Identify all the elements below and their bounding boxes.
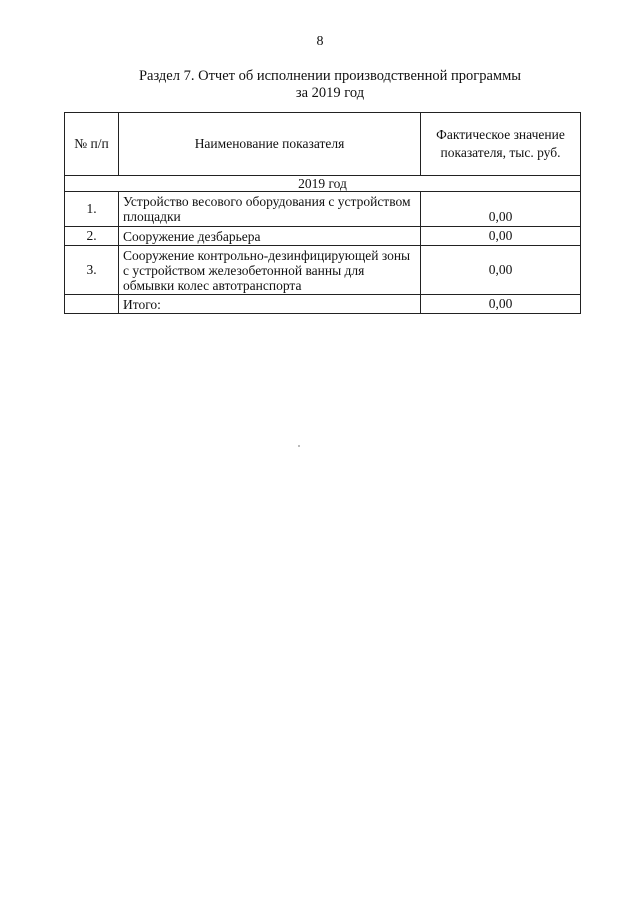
section-title-line-2: за 2019 год: [295, 85, 365, 101]
section-title: [120, 68, 540, 102]
header-actual-value: Фактическое значение показателя, тыс. руб.: [421, 113, 581, 176]
year-row: [65, 176, 581, 192]
total-value: 0,00: [421, 295, 581, 314]
production-program-table: [64, 112, 581, 314]
row-number: 3.: [65, 246, 119, 295]
table-row: [65, 227, 581, 246]
row-value: 0,00: [421, 192, 581, 227]
row-value: 0,00: [421, 227, 581, 246]
total-row: [65, 295, 581, 314]
header-indicator-name: Наименование показателя: [119, 113, 421, 176]
row-indicator-name: Сооружение дезбарьера: [119, 227, 421, 246]
scan-speck: [298, 445, 300, 447]
row-value: 0,00: [421, 246, 581, 295]
row-indicator-name: Устройство весового оборудования с устройством площадки: [119, 192, 421, 227]
table-header-row: [65, 113, 581, 176]
section-title-line-1: Раздел 7. Отчет об исполнении производственной программы: [138, 68, 522, 84]
page-number: 8: [316, 34, 324, 49]
row-number: 1.: [65, 192, 119, 227]
table-row: [65, 246, 581, 295]
row-indicator-name: Сооружение контрольно-дезинфицирующей зоны с устройством железобетонной ванны для обмывки колес автотранспорта: [119, 246, 421, 295]
total-label: Итого:: [119, 295, 421, 314]
row-number: 2.: [65, 227, 119, 246]
table-row: [65, 192, 581, 227]
total-number-empty: [65, 295, 119, 314]
header-number: № п/п: [65, 113, 119, 176]
year-label: 2019 год: [65, 176, 581, 192]
